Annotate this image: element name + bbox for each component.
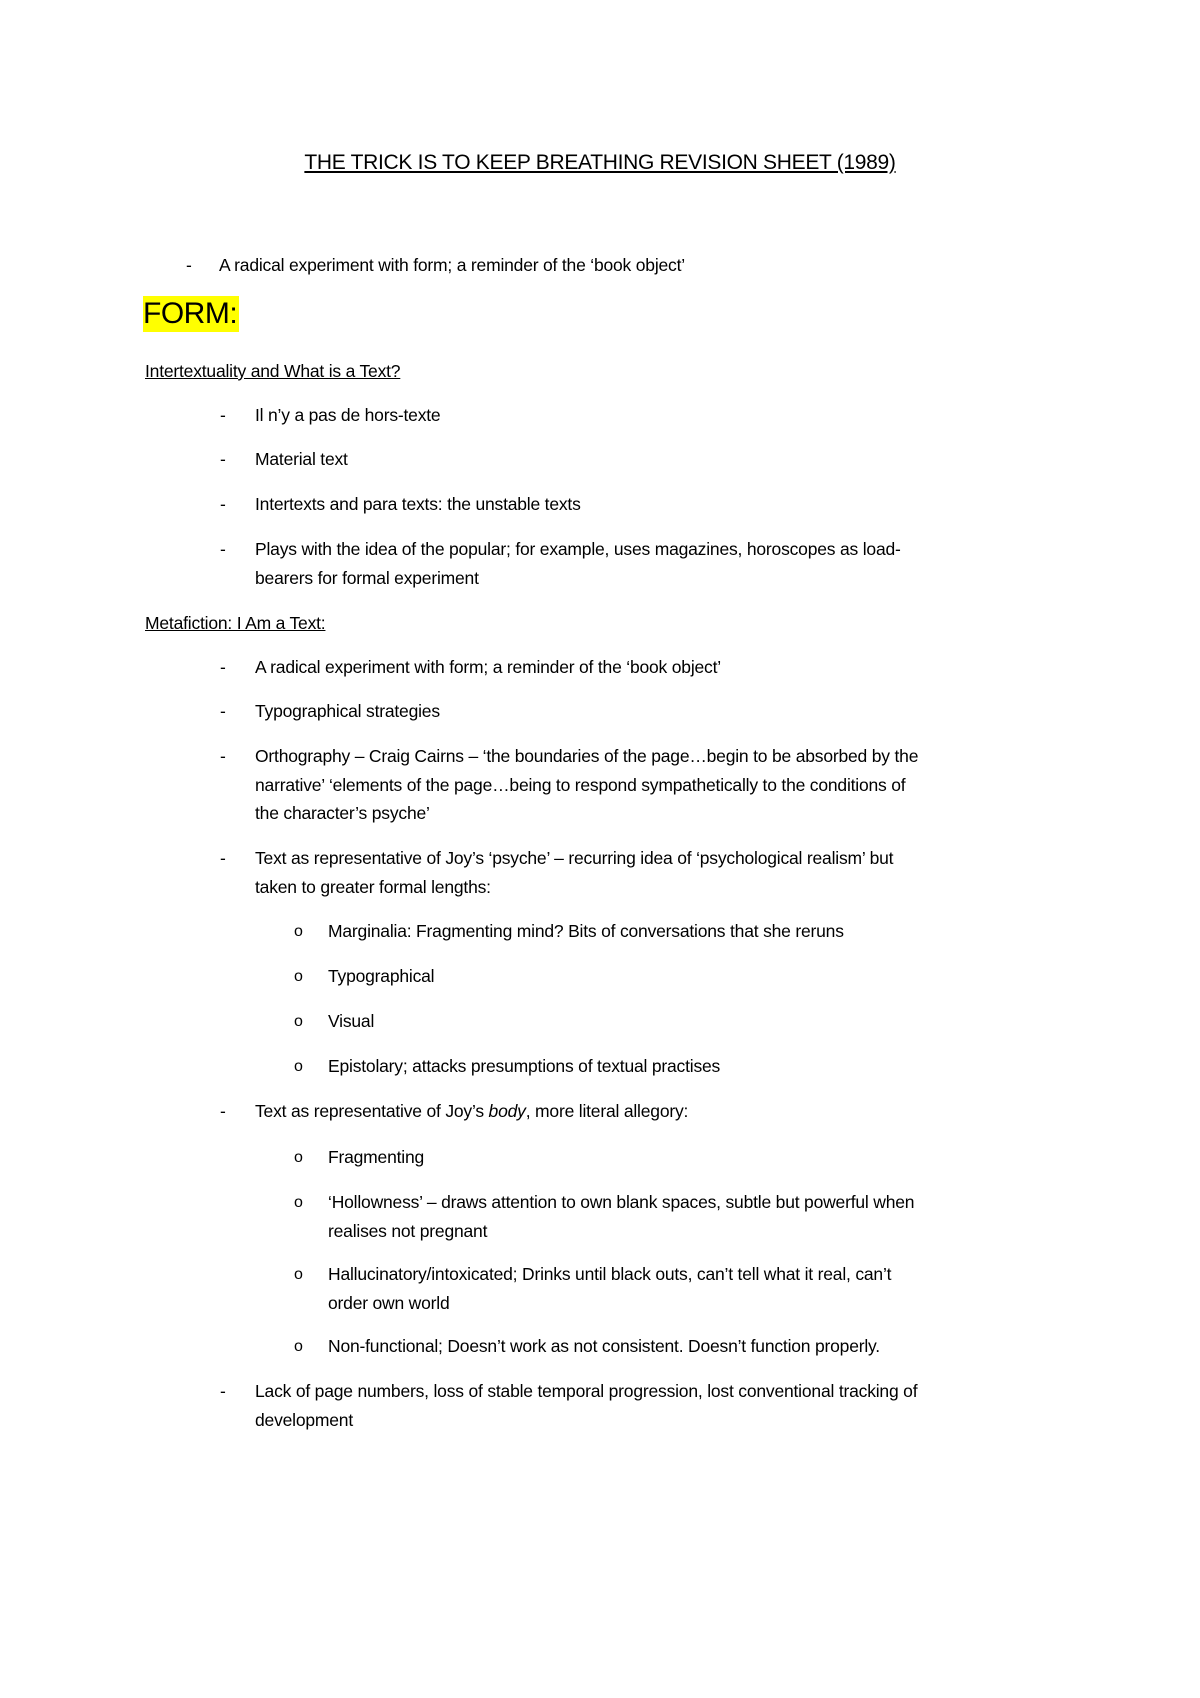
dash-marker: - xyxy=(220,1101,226,1121)
body-text-after: , more literal allegory: xyxy=(525,1101,689,1121)
sub-bullet-marker: o xyxy=(294,923,303,940)
dash-marker: - xyxy=(220,539,226,559)
dash-marker: - xyxy=(220,494,226,514)
dash-marker: - xyxy=(186,255,192,275)
sub-list-item-continued: order own world xyxy=(328,1293,450,1313)
list-item: A radical experiment with form; a reminder of the ‘book object’ xyxy=(255,657,721,677)
list-item: Orthography – Craig Cairns – ‘the boundaries of the page…begin to be absorbed by the xyxy=(255,746,919,766)
sub-bullet-marker: o xyxy=(294,1149,303,1166)
body-text-italic: body xyxy=(488,1101,526,1121)
sub-bullet-marker: o xyxy=(294,1266,303,1283)
sub-list-item: Marginalia: Fragmenting mind? Bits of conversations that she reruns xyxy=(328,921,844,941)
dash-marker: - xyxy=(220,848,226,868)
list-item: Text as representative of Joy’s ‘psyche’ – recurring idea of ‘psychological realism’ but xyxy=(255,848,894,868)
form-heading: FORM: xyxy=(143,297,238,330)
list-item-continued: the character’s psyche’ xyxy=(255,803,430,823)
section-heading-metafiction: Metafiction: I Am a Text: xyxy=(145,613,326,633)
dash-marker: - xyxy=(220,746,226,766)
list-item: Il n’y a pas de hors-texte xyxy=(255,405,441,425)
dash-marker: - xyxy=(220,1381,226,1401)
list-item-continued: bearers for formal experiment xyxy=(255,568,479,588)
list-item: Typographical strategies xyxy=(255,701,440,721)
sub-bullet-marker: o xyxy=(294,1194,303,1211)
sub-bullet-marker: o xyxy=(294,1013,303,1030)
sub-list-item: Typographical xyxy=(328,966,435,986)
sub-bullet-marker: o xyxy=(294,1058,303,1075)
sub-list-item-continued: realises not pregnant xyxy=(328,1221,488,1241)
body-text-before: Text as representative of Joy’s xyxy=(255,1101,489,1121)
section-heading-intertextuality: Intertextuality and What is a Text? xyxy=(145,361,401,381)
document-title: THE TRICK IS TO KEEP BREATHING REVISION SHEET (1989) xyxy=(304,151,896,174)
list-item-continued: narrative’ ‘elements of the page…being to respond sympathetically to the conditions of xyxy=(255,775,906,795)
list-item: Plays with the idea of the popular; for example, uses magazines, horoscopes as load- xyxy=(255,539,901,559)
dash-marker: - xyxy=(220,657,226,677)
list-item: Lack of page numbers, loss of stable temporal progression, lost conventional tracking of xyxy=(255,1381,918,1401)
sub-list-item: ‘Hollowness’ – draws attention to own blank spaces, subtle but powerful when xyxy=(328,1192,915,1212)
dash-marker: - xyxy=(220,449,226,469)
sub-bullet-marker: o xyxy=(294,1338,303,1355)
list-item: Intertexts and para texts: the unstable texts xyxy=(255,494,581,514)
sub-list-item: Fragmenting xyxy=(328,1147,425,1167)
intro-text: A radical experiment with form; a reminder of the ‘book object’ xyxy=(219,255,685,275)
list-item-continued: development xyxy=(255,1410,354,1430)
list-item: Material text xyxy=(255,449,348,469)
sub-bullet-marker: o xyxy=(294,968,303,985)
list-item-body xyxy=(255,1101,688,1122)
dash-marker: - xyxy=(220,405,226,425)
sub-list-item: Epistolary; attacks presumptions of textual practises xyxy=(328,1056,721,1076)
sub-list-item: Hallucinatory/intoxicated; Drinks until black outs, can’t tell what it real, can’t xyxy=(328,1264,892,1284)
dash-marker: - xyxy=(220,701,226,721)
sub-list-item: Non-functional; Doesn’t work as not consistent. Doesn’t function properly. xyxy=(328,1336,880,1356)
list-item-continued: taken to greater formal lengths: xyxy=(255,877,491,897)
sub-list-item: Visual xyxy=(328,1011,375,1031)
